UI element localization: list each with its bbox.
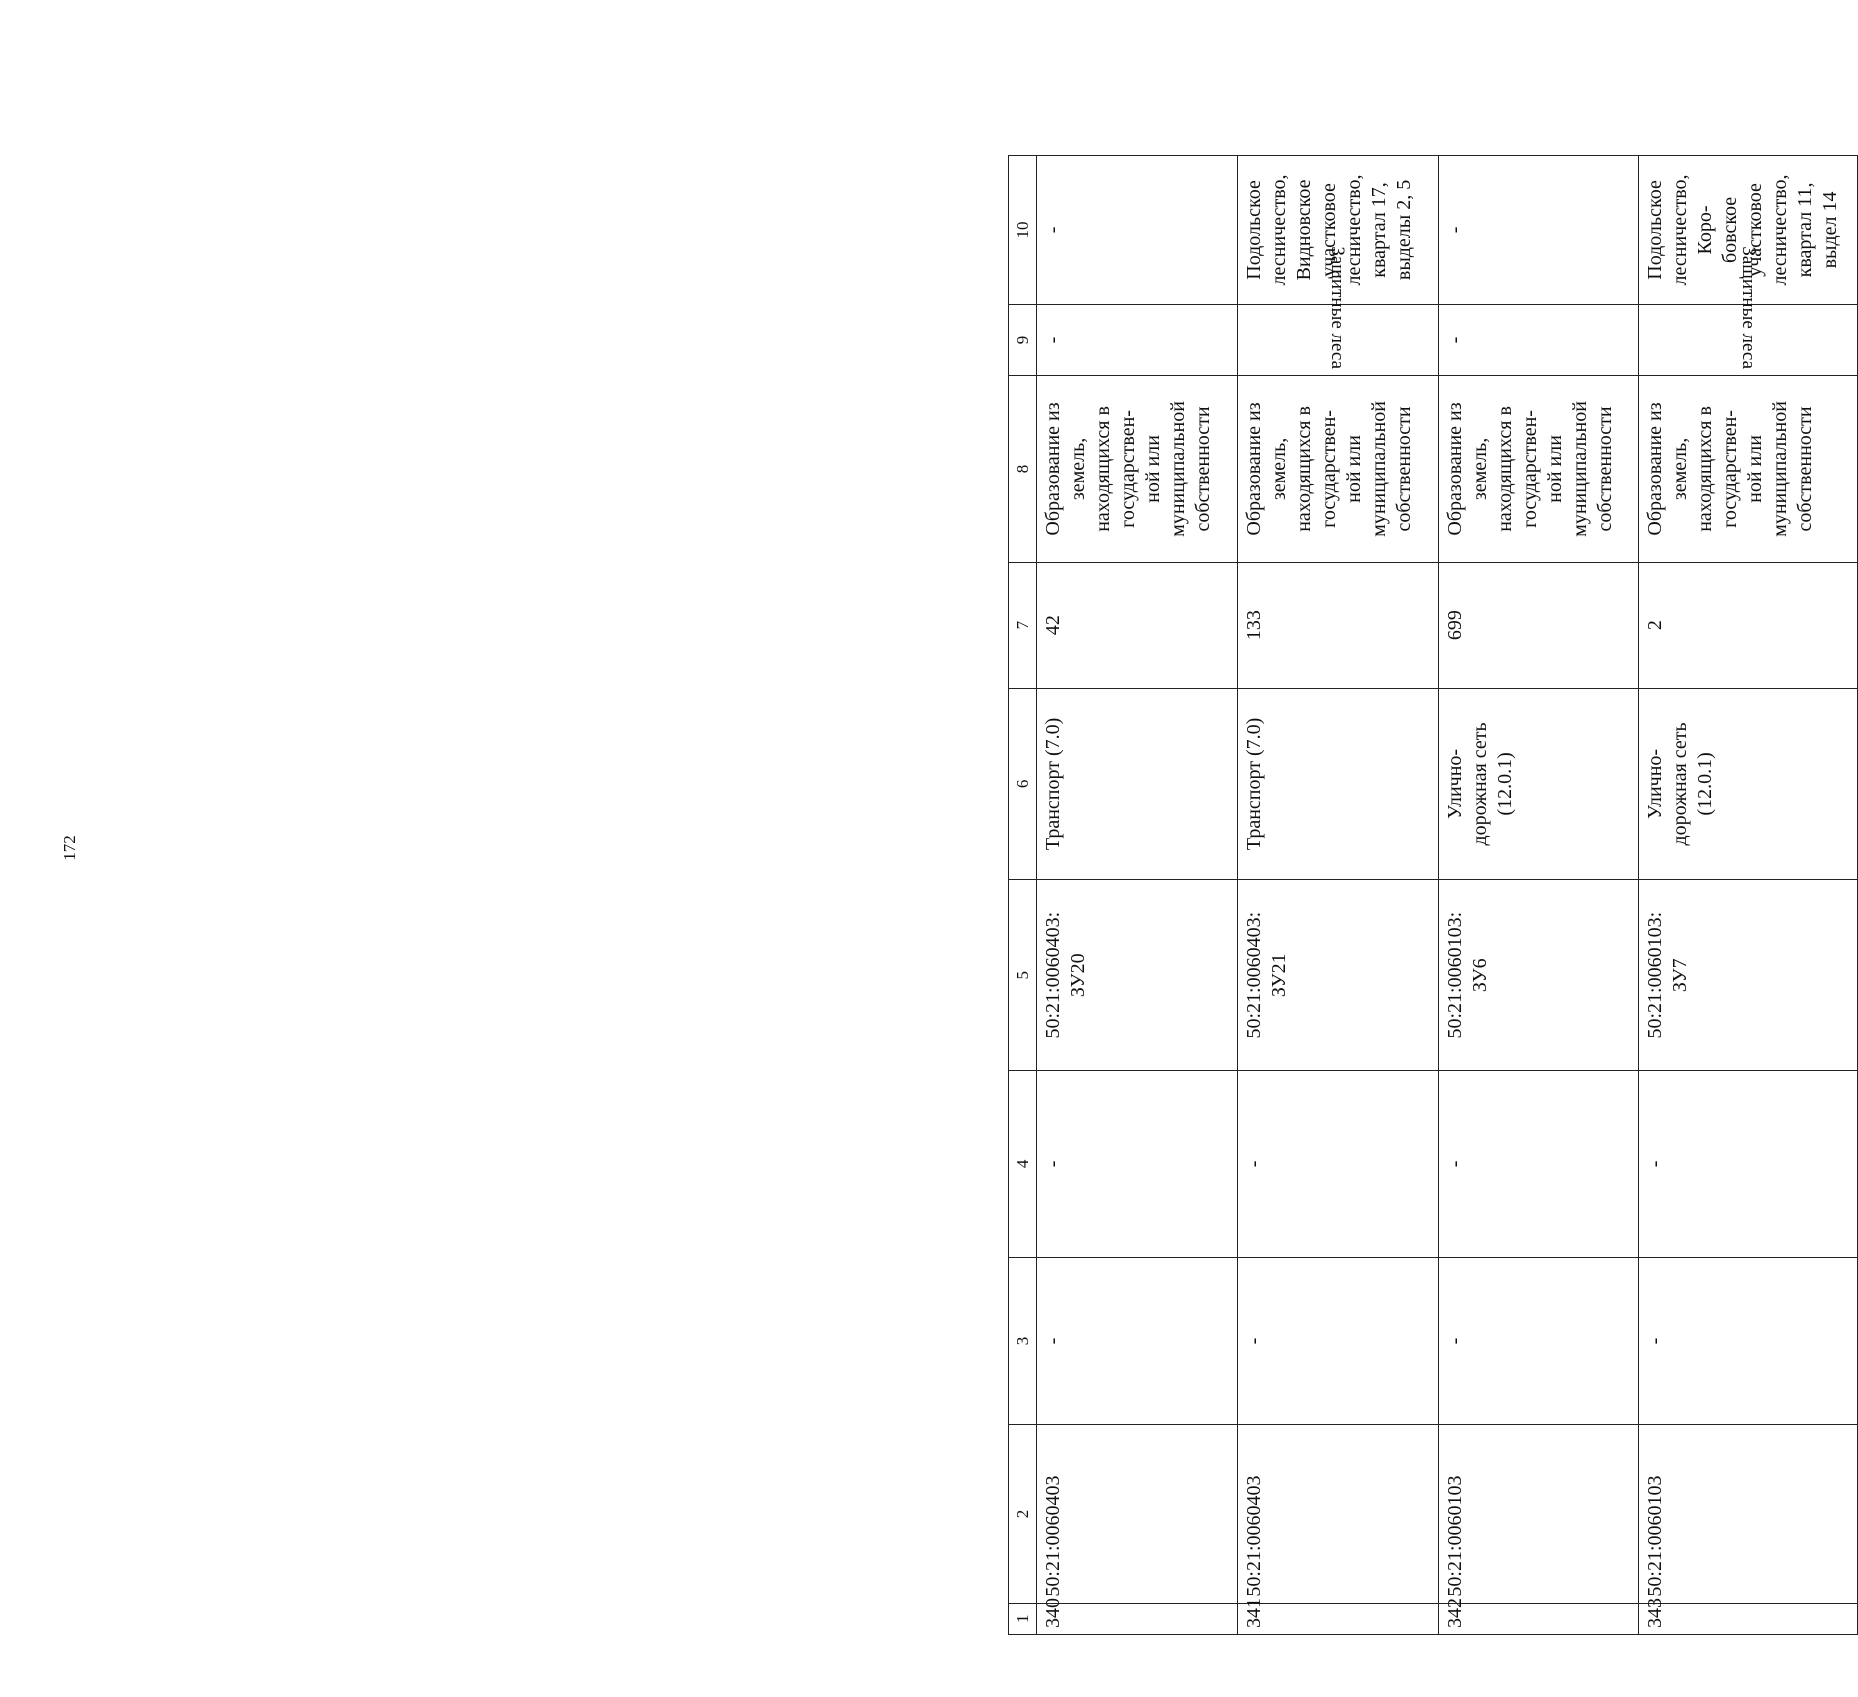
column-4-cell: -	[1237, 1071, 1438, 1258]
column-3-cell: -	[1639, 1257, 1858, 1425]
use-type-cell: Транспорт (7.0)	[1037, 688, 1238, 880]
col-number-7: 7	[1009, 562, 1037, 688]
table-row	[1037, 156, 1238, 1635]
col-number-3: 3	[1009, 1257, 1037, 1425]
col-number-6: 6	[1009, 688, 1037, 880]
forest-category-label: Защитные леса	[1737, 246, 1759, 370]
area-cell: 42	[1037, 562, 1238, 688]
forestry-cell: Подольское лесничество, Коро- бовское участковое лесничество, квартал 11, выдел 14	[1639, 156, 1858, 305]
table-row	[1639, 156, 1858, 1635]
col-number-1: 1	[1009, 1603, 1037, 1634]
formation-cell: Образование из земель, находящихся в государствен- ной или муниципальной собственности	[1438, 376, 1639, 563]
col-number-5: 5	[1009, 880, 1037, 1071]
column-3-cell: -	[1237, 1257, 1438, 1425]
forest-category-cell: -	[1438, 304, 1639, 375]
area-cell: 699	[1438, 562, 1639, 688]
use-type-cell: Улично- дорожная сеть (12.0.1)	[1639, 688, 1858, 880]
row-number-cell: 343	[1639, 1603, 1858, 1634]
col-number-2: 2	[1009, 1425, 1037, 1603]
column-4-cell: -	[1639, 1071, 1858, 1258]
plot-id-cell: 50:21:0060103: ЗУ7	[1639, 880, 1858, 1071]
col-number-10: 10	[1009, 156, 1037, 305]
formation-cell: Образование из земель, находящихся в государствен- ной или муниципальной собственности	[1237, 376, 1438, 563]
row-number-cell: 340	[1037, 1603, 1238, 1634]
forest-category-cell	[1639, 246, 1858, 375]
formation-cell: Образование из земель, находящихся в государствен- ной или муниципальной собственности	[1037, 376, 1238, 563]
cadastral-quarter-cell: 50:21:0060103	[1639, 1425, 1858, 1603]
row-number-cell: 341	[1237, 1603, 1438, 1634]
column-3-cell: -	[1037, 1257, 1238, 1425]
land-plot-table	[1008, 155, 1858, 1635]
area-cell: 2	[1639, 562, 1858, 688]
rotated-table-sheet	[1008, 155, 1858, 1635]
use-type-cell: Транспорт (7.0)	[1237, 688, 1438, 880]
column-4-cell: -	[1037, 1071, 1238, 1258]
table-row	[1438, 156, 1639, 1635]
cadastral-quarter-cell: 50:21:0060403	[1037, 1425, 1238, 1603]
use-type-cell: Улично- дорожная сеть (12.0.1)	[1438, 688, 1639, 880]
page-number: 172	[60, 835, 79, 861]
cadastral-quarter-cell: 50:21:0060403	[1237, 1425, 1438, 1603]
plot-id-cell: 50:21:0060103: ЗУ6	[1438, 880, 1639, 1071]
row-number-cell: 342	[1438, 1603, 1639, 1634]
cadastral-quarter-cell: 50:21:0060103	[1438, 1425, 1639, 1603]
area-cell: 133	[1237, 562, 1438, 688]
col-number-8: 8	[1009, 376, 1037, 563]
forest-category-cell	[1237, 246, 1438, 375]
column-number-row	[1009, 156, 1037, 1635]
forestry-cell: -	[1037, 156, 1238, 305]
column-3-cell: -	[1438, 1257, 1639, 1425]
formation-cell: Образование из земель, находящихся в государствен- ной или муниципальной собственности	[1639, 376, 1858, 563]
forest-category-cell: -	[1037, 304, 1238, 375]
plot-id-cell: 50:21:0060403: ЗУ21	[1237, 880, 1438, 1071]
plot-id-cell: 50:21:0060403: ЗУ20	[1037, 880, 1238, 1071]
col-number-4: 4	[1009, 1071, 1037, 1258]
table-row	[1237, 156, 1438, 1635]
forest-category-label: Защитные леса	[1327, 246, 1349, 370]
forestry-cell: Подольское лесничество, Видновское участковое лесничество, квартал 17, выделы 2, 5	[1237, 156, 1438, 305]
col-number-9: 9	[1009, 304, 1037, 375]
column-4-cell: -	[1438, 1071, 1639, 1258]
forestry-cell: -	[1438, 156, 1639, 305]
